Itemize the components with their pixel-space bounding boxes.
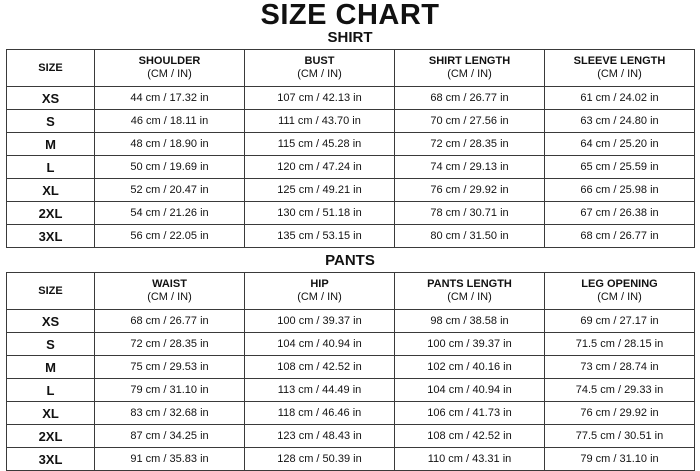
measurement-cell: 73 cm / 28.74 in (545, 356, 695, 379)
measurement-cell: 104 cm / 40.94 in (395, 379, 545, 402)
measurement-cell: 77.5 cm / 30.51 in (545, 425, 695, 448)
table-row (7, 310, 695, 333)
measurement-cell: 102 cm / 40.16 in (395, 356, 545, 379)
size-label: M (7, 356, 95, 379)
measurement-cell: 68 cm / 26.77 in (545, 225, 695, 248)
measurement-cell: 106 cm / 41.73 in (395, 402, 545, 425)
measurement-cell: 80 cm / 31.50 in (395, 225, 545, 248)
measurement-cell: 100 cm / 39.37 in (395, 333, 545, 356)
column-name: SLEEVE LENGTH (573, 55, 666, 67)
measurement-cell: 108 cm / 42.52 in (245, 356, 395, 379)
table-row (7, 87, 695, 110)
measurement-cell: 100 cm / 39.37 in (245, 310, 395, 333)
column-name: SHOULDER (138, 55, 201, 67)
column-unit: (CM / IN) (447, 291, 492, 303)
column-name: HIP (310, 278, 329, 290)
measurement-cell: 48 cm / 18.90 in (95, 133, 245, 156)
table-row (7, 448, 695, 471)
column-name: PANTS LENGTH (427, 278, 512, 290)
size-label: 3XL (7, 225, 95, 248)
measurement-cell: 61 cm / 24.02 in (545, 87, 695, 110)
pants-size-table (6, 272, 695, 471)
size-label: XL (7, 402, 95, 425)
shirt-column-header (395, 50, 545, 87)
size-label: L (7, 379, 95, 402)
measurement-cell: 128 cm / 50.39 in (245, 448, 395, 471)
measurement-cell: 63 cm / 24.80 in (545, 110, 695, 133)
measurement-cell: 135 cm / 53.15 in (245, 225, 395, 248)
measurement-cell: 64 cm / 25.20 in (545, 133, 695, 156)
measurement-cell: 74.5 cm / 29.33 in (545, 379, 695, 402)
measurement-cell: 115 cm / 45.28 in (245, 133, 395, 156)
measurement-cell: 108 cm / 42.52 in (395, 425, 545, 448)
measurement-cell: 65 cm / 25.59 in (545, 156, 695, 179)
column-unit: (CM / IN) (597, 68, 642, 80)
measurement-cell: 79 cm / 31.10 in (95, 379, 245, 402)
measurement-cell: 76 cm / 29.92 in (395, 179, 545, 202)
measurement-cell: 110 cm / 43.31 in (395, 448, 545, 471)
shirt-column-header (545, 50, 695, 87)
column-unit: (CM / IN) (447, 68, 492, 80)
measurement-cell: 74 cm / 29.13 in (395, 156, 545, 179)
measurement-cell: 76 cm / 29.92 in (545, 402, 695, 425)
size-label: 2XL (7, 425, 95, 448)
measurement-cell: 120 cm / 47.24 in (245, 156, 395, 179)
measurement-cell: 83 cm / 32.68 in (95, 402, 245, 425)
measurement-cell: 113 cm / 44.49 in (245, 379, 395, 402)
table-row (7, 110, 695, 133)
measurement-cell: 130 cm / 51.18 in (245, 202, 395, 225)
measurement-cell: 125 cm / 49.21 in (245, 179, 395, 202)
measurement-cell: 91 cm / 35.83 in (95, 448, 245, 471)
table-row (7, 202, 695, 225)
measurement-cell: 75 cm / 29.53 in (95, 356, 245, 379)
column-unit: (CM / IN) (297, 291, 342, 303)
pants-column-header (545, 273, 695, 310)
page-title: SIZE CHART (260, 0, 440, 31)
shirt-size-table (6, 49, 695, 248)
pants-section-title: PANTS (325, 252, 375, 269)
size-label: XS (7, 87, 95, 110)
pants-size-header: SIZE (7, 273, 95, 310)
measurement-cell: 118 cm / 46.46 in (245, 402, 395, 425)
table-row (7, 133, 695, 156)
table-row (7, 156, 695, 179)
measurement-cell: 68 cm / 26.77 in (95, 310, 245, 333)
column-name: SHIRT LENGTH (428, 55, 511, 67)
column-name: BUST (304, 55, 335, 67)
size-label: S (7, 333, 95, 356)
pants-column-header (395, 273, 545, 310)
shirt-header-row (7, 50, 695, 87)
size-label: XS (7, 310, 95, 333)
measurement-cell: 66 cm / 25.98 in (545, 179, 695, 202)
measurement-cell: 104 cm / 40.94 in (245, 333, 395, 356)
measurement-cell: 67 cm / 26.38 in (545, 202, 695, 225)
table-row (7, 225, 695, 248)
pants-column-header (95, 273, 245, 310)
measurement-cell: 70 cm / 27.56 in (395, 110, 545, 133)
measurement-cell: 72 cm / 28.35 in (395, 133, 545, 156)
column-unit: (CM / IN) (147, 291, 192, 303)
shirt-size-header: SIZE (7, 50, 95, 87)
measurement-cell: 56 cm / 22.05 in (95, 225, 245, 248)
measurement-cell: 111 cm / 43.70 in (245, 110, 395, 133)
pants-column-header (245, 273, 395, 310)
measurement-cell: 123 cm / 48.43 in (245, 425, 395, 448)
measurement-cell: 69 cm / 27.17 in (545, 310, 695, 333)
table-row (7, 356, 695, 379)
column-name: LEG OPENING (581, 278, 658, 290)
measurement-cell: 46 cm / 18.11 in (95, 110, 245, 133)
shirt-column-header (95, 50, 245, 87)
column-unit: (CM / IN) (597, 291, 642, 303)
size-label: 2XL (7, 202, 95, 225)
size-label: XL (7, 179, 95, 202)
column-unit: (CM / IN) (147, 68, 192, 80)
measurement-cell: 68 cm / 26.77 in (395, 87, 545, 110)
measurement-cell: 107 cm / 42.13 in (245, 87, 395, 110)
measurement-cell: 79 cm / 31.10 in (545, 448, 695, 471)
measurement-cell: 44 cm / 17.32 in (95, 87, 245, 110)
measurement-cell: 72 cm / 28.35 in (95, 333, 245, 356)
measurement-cell: 78 cm / 30.71 in (395, 202, 545, 225)
measurement-cell: 71.5 cm / 28.15 in (545, 333, 695, 356)
size-label: L (7, 156, 95, 179)
table-row (7, 425, 695, 448)
measurement-cell: 52 cm / 20.47 in (95, 179, 245, 202)
measurement-cell: 98 cm / 38.58 in (395, 310, 545, 333)
table-row (7, 333, 695, 356)
measurement-cell: 87 cm / 34.25 in (95, 425, 245, 448)
table-row (7, 179, 695, 202)
column-unit: (CM / IN) (297, 68, 342, 80)
measurement-cell: 54 cm / 21.26 in (95, 202, 245, 225)
measurement-cell: 50 cm / 19.69 in (95, 156, 245, 179)
shirt-column-header (245, 50, 395, 87)
table-row (7, 379, 695, 402)
size-label: M (7, 133, 95, 156)
size-label: S (7, 110, 95, 133)
shirt-section-title: SHIRT (327, 29, 373, 46)
column-name: WAIST (152, 278, 187, 290)
table-row (7, 402, 695, 425)
size-label: 3XL (7, 448, 95, 471)
pants-header-row (7, 273, 695, 310)
